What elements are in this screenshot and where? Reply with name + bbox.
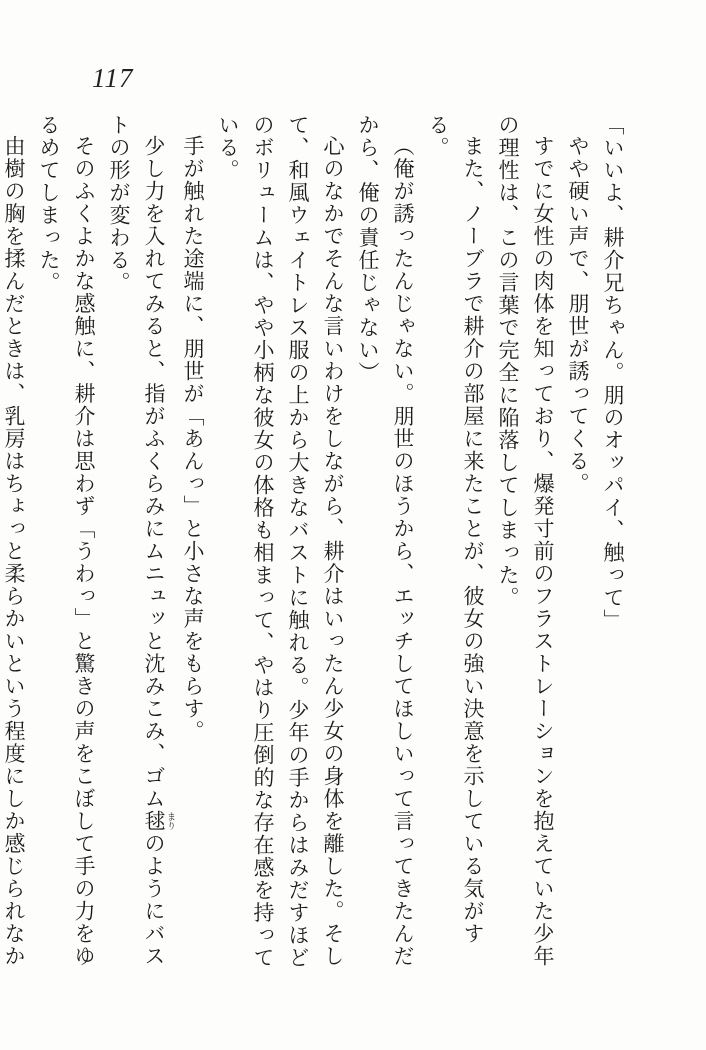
furigana-ruby: 毬 まり (142, 810, 175, 833)
paragraph: 少し力を入れてみると、指がふくらみにムニュッと沈みこみ、ゴム毬 まりのようにバストの形が変わる。 (107, 114, 175, 968)
paragraph: また、ノーブラで耕介の部屋に来たことが、彼女の強い決意を示している気がする。 (426, 114, 485, 945)
body-text (0, 114, 630, 972)
paragraph: 「いいよ、耕介兄ちゃん。朋のオッパイ、触って」 (601, 114, 625, 632)
paragraph: すでに女性の肉体を知っており、爆発寸前のフラストレーションを抱えていた少年の理性は、この言葉で完全に陥落してしまった。 (496, 114, 555, 968)
paragraph: 由樹の胸を揉んだときは、乳房はちょっと柔らかいという程度にしか感じられなか (2, 135, 26, 968)
paragraph: （俺が誘ったんじゃない。朋世のほうから、エッチしてほしいって言ってきたんだから、俺の責任じゃない） (356, 114, 415, 968)
furigana-text: まり (165, 810, 175, 833)
paragraph: やや硬い声で、朋世が誘ってくる。 (566, 135, 590, 495)
paragraph: 心のなかでそんな言いわけをしながら、耕介はいったん少女の身体を離した。そして、和風ウェイトレス服の上から大きなバストに触れる。少年の手からはみだすほどのボリュームは、やや小柄な彼女の体格も相まって、やはり圧倒的な存在感を持っている。 (216, 114, 345, 969)
page-number: 117 (92, 63, 134, 93)
paragraph: そのふくよかな感触に、耕介は思わず「うわっ」と驚きの声をこぼして手の力をゆるめてしまった。 (37, 114, 96, 968)
paragraph: 手が触れた途端に、朋世が「あんっ」と小さな声をもらす。 (181, 135, 205, 743)
